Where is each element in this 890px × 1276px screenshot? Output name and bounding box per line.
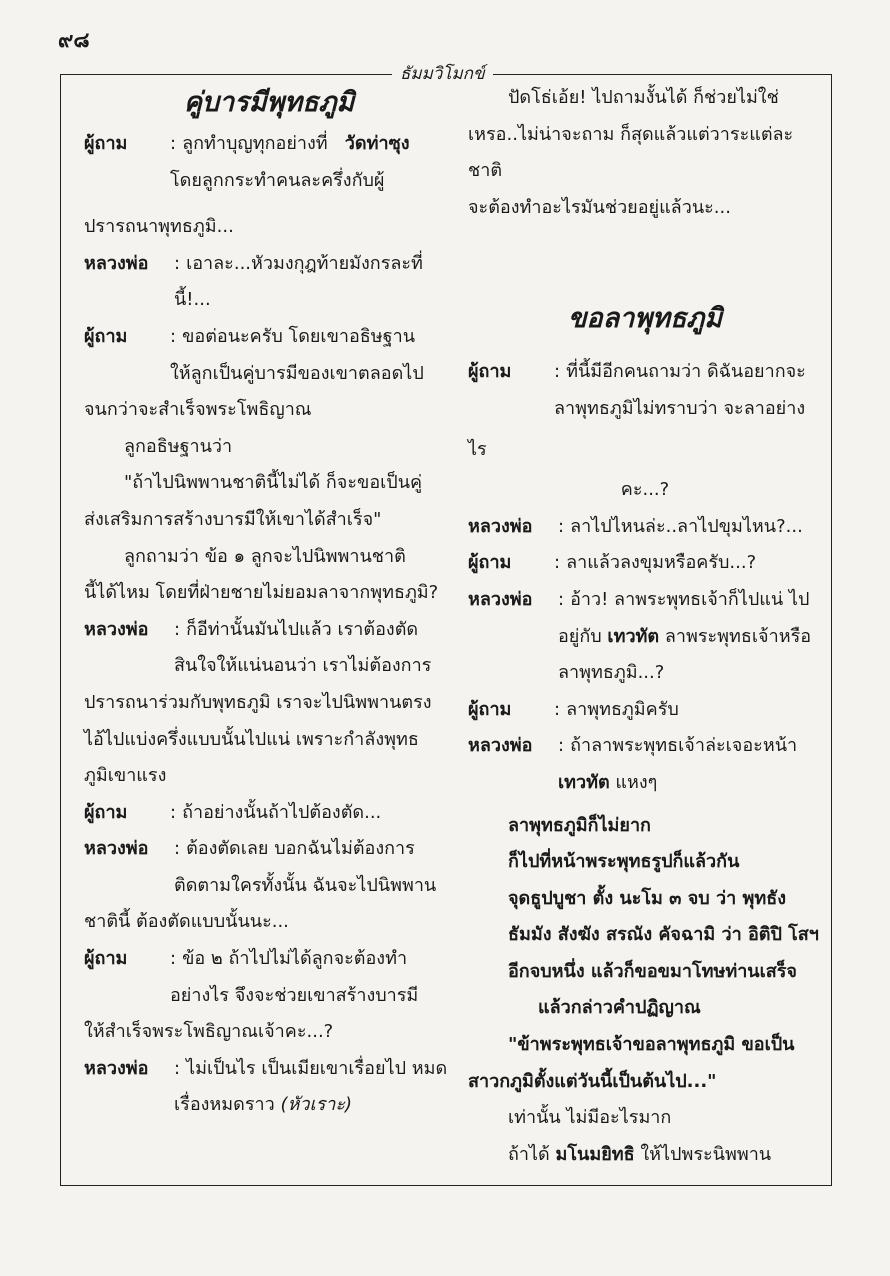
dialogue-text: : อ้าว! ลาพระพุทธเจ้าก็ไปแน่ ไป อยู่กับ เทวทัต ลาพระพุทธเจ้าหรือ ลาพุทธภูมิ...? bbox=[558, 588, 812, 684]
name-devadatta: เทวทัต bbox=[607, 625, 660, 647]
dialogue-text: : ลูกทำบุญทุกอย่างที่ วัดท่าซุง โดยลูกกระทำคนละครึ่งกับผู้ bbox=[170, 133, 410, 191]
right-column bbox=[468, 80, 822, 1173]
speaker-label: หลวงพ่อ bbox=[84, 618, 149, 640]
text-line: ปัดโธ่เอ้ย! ไปถามงั้นได้ ก็ช่วยไม่ใช่ bbox=[508, 87, 779, 108]
text-line: นี้ได้ไหม โดยที่ฝ่ายชายไม่ยอมลาจากพุทธภูมิ? bbox=[84, 582, 439, 604]
dialogue-entry bbox=[84, 795, 454, 832]
dialogue-text: : ที่นี้มีอีกคนถามว่า ดิฉันอยากจะ ลาพุทธภูมิไม่ทราบว่า จะลาอย่าง bbox=[554, 361, 806, 419]
dialogue-entry bbox=[84, 941, 454, 1014]
text-line: ภูมิเขาแรง bbox=[84, 765, 167, 787]
dialogue-entry bbox=[468, 692, 822, 729]
text-line: ถ้าได้ มโนมยิทธิ ให้ไปพระนิพพาน bbox=[508, 1143, 772, 1165]
text-line: "ถ้าไปนิพพานชาตินี้ไม่ได้ ก็จะขอเป็นคู่ bbox=[124, 472, 423, 494]
text-line: ไอ้ไปแบ่งครึ่งแบบนั้นไปแน่ เพราะกำลังพุทธ bbox=[84, 728, 419, 750]
laugh-note: (หัวเราะ) bbox=[280, 1094, 353, 1116]
dialogue-entry bbox=[84, 1051, 454, 1124]
speaker-label: ผู้ถาม bbox=[468, 361, 512, 383]
dialogue-text: : ข้อ ๒ ถ้าไปไม่ได้ลูกจะต้องทำ อย่างไร จึงจะช่วยเขาสร้างบารมี bbox=[170, 948, 419, 1006]
text-line: จนกว่าจะสำเร็จพระโพธิญาณ bbox=[84, 399, 312, 421]
instruction-block: ลาพุทธภูมิก็ไม่ยาก ก็ไปที่หน้าพระพุทธรูปก็แล้วกัน จุดธูปบูชา ตั้ง นะโม ๓ จบ ว่า พุทธัง ธัมมัง สังฆัง สรณัง คัจฉามิ ว่า อิติปิ โสฯ อีกจบหนึ่ง แล้วก็ขอขมาโทษท่านเสร็จ แล้วกล่าวคำปฏิญาณ "ข้าพระพุทธเจ้าขอลาพุทธภูมิ ขอเป็น สาวกภูมิตั้งแต่วันนี้เป็นต้นไป..." bbox=[468, 814, 819, 1092]
section-heading-left: คู่บารมีพุทธภูมิ bbox=[183, 87, 355, 118]
speaker-label: ผู้ถาม bbox=[468, 698, 512, 720]
text-line: ชาตินี้ ต้องตัดแบบนั้นนะ... bbox=[84, 911, 289, 933]
page-number: ๙๘ bbox=[58, 28, 90, 52]
dialogue-text: : ลาแล้วลงขุมหรือครับ...? bbox=[554, 552, 757, 574]
speaker-label: หลวงพ่อ bbox=[468, 588, 533, 610]
text-line: ปรารถนาร่วมกับพุทธภูมิ เราจะไปนิพพานตรง bbox=[84, 691, 432, 713]
text-line: จะต้องทำอะไรมันช่วยอยู่แล้วนะ... bbox=[468, 196, 731, 218]
text-line: เหรอ..ไม่น่าจะถาม ก็สุดแล้วแต่วาระแต่ละชาติ bbox=[468, 123, 794, 182]
dialogue-entry bbox=[84, 126, 454, 199]
speaker-label: หลวงพ่อ bbox=[84, 1057, 149, 1079]
text-line: ให้สำเร็จพระโพธิญาณเจ้าคะ...? bbox=[84, 1021, 334, 1043]
dialogue-entry bbox=[84, 831, 454, 904]
dialogue-entry bbox=[468, 545, 822, 582]
dialogue-text: : เอาละ...หัวมงกุฎท้ายมังกรละที่ นี้!... bbox=[174, 252, 423, 311]
speaker-label: หลวงพ่อ bbox=[84, 252, 149, 274]
speaker-label: ผู้ถาม bbox=[84, 948, 128, 970]
text-line: ไร bbox=[468, 438, 487, 460]
dialogue-entry bbox=[84, 246, 454, 319]
dialogue-text: : ถ้าลาพระพุทธเจ้าล่ะเจอะหน้า เทวทัต แหงๆ bbox=[558, 735, 798, 793]
term-manomayiddhi: มโนมยิทธิ bbox=[555, 1143, 635, 1165]
running-header: ธัมมวิโมกข์ bbox=[392, 60, 493, 87]
speaker-label: หลวงพ่อ bbox=[468, 735, 533, 757]
section-heading-right: ขอลาพุทธภูมิ bbox=[567, 303, 723, 335]
dialogue-text: : ลาพุทธภูมิครับ bbox=[554, 698, 679, 720]
dialogue-entry bbox=[468, 582, 822, 692]
dialogue-text: : ก็อีท่านั้นมันไปแล้ว เราต้องตัด สินใจให้แน่นอนว่า เราไม่ต้องการ bbox=[174, 618, 432, 677]
speaker-label: หลวงพ่อ bbox=[84, 838, 149, 860]
dialogue-entry bbox=[468, 509, 822, 546]
temple-name: วัดท่าซุง bbox=[344, 133, 410, 154]
speaker-label: ผู้ถาม bbox=[468, 552, 512, 574]
dialogue-text: : ไม่เป็นไร เป็นเมียเขาเรื่อยไป หมด เรื่องหมดราว (หัวเราะ) bbox=[174, 1057, 448, 1116]
dialogue-entry bbox=[84, 319, 454, 392]
text-line: ปรารถนาพุทธภูมิ... bbox=[84, 216, 234, 238]
text-line: คะ...? bbox=[620, 479, 670, 501]
speaker-label: ผู้ถาม bbox=[84, 133, 128, 154]
dialogue-text: : ถ้าอย่างนั้นถ้าไปต้องตัด... bbox=[170, 801, 382, 823]
dialogue-entry bbox=[468, 728, 822, 801]
speaker-label: ผู้ถาม bbox=[84, 801, 128, 823]
dialogue-text: : ลาไปไหนล่ะ..ลาไปขุมไหน?... bbox=[558, 515, 803, 537]
speaker-label: ผู้ถาม bbox=[84, 325, 128, 347]
speaker-label: หลวงพ่อ bbox=[468, 515, 533, 537]
text-line: ลูกอธิษฐานว่า bbox=[124, 435, 233, 457]
name-devadatta: เทวทัต bbox=[558, 771, 610, 793]
dialogue-text: : ขอต่อนะครับ โดยเขาอธิษฐาน ให้ลูกเป็นคู่บารมีของเขาตลอดไป bbox=[170, 325, 424, 384]
text-line: ส่งเสริมการสร้างบารมีให้เขาได้สำเร็จ" bbox=[84, 508, 382, 530]
dialogue-entry bbox=[468, 354, 822, 427]
text-line: ลูกถามว่า ข้อ ๑ ลูกจะไปนิพพานชาติ bbox=[124, 545, 406, 567]
left-column bbox=[84, 80, 454, 1124]
text-line: เท่านั้น ไม่มีอะไรมาก bbox=[508, 1107, 672, 1129]
dialogue-text: : ต้องตัดเลย บอกฉันไม่ต้องการ ติดตามใครทั้งนั้น ฉันจะไปนิพพาน bbox=[174, 838, 437, 896]
dialogue-entry bbox=[84, 612, 454, 685]
